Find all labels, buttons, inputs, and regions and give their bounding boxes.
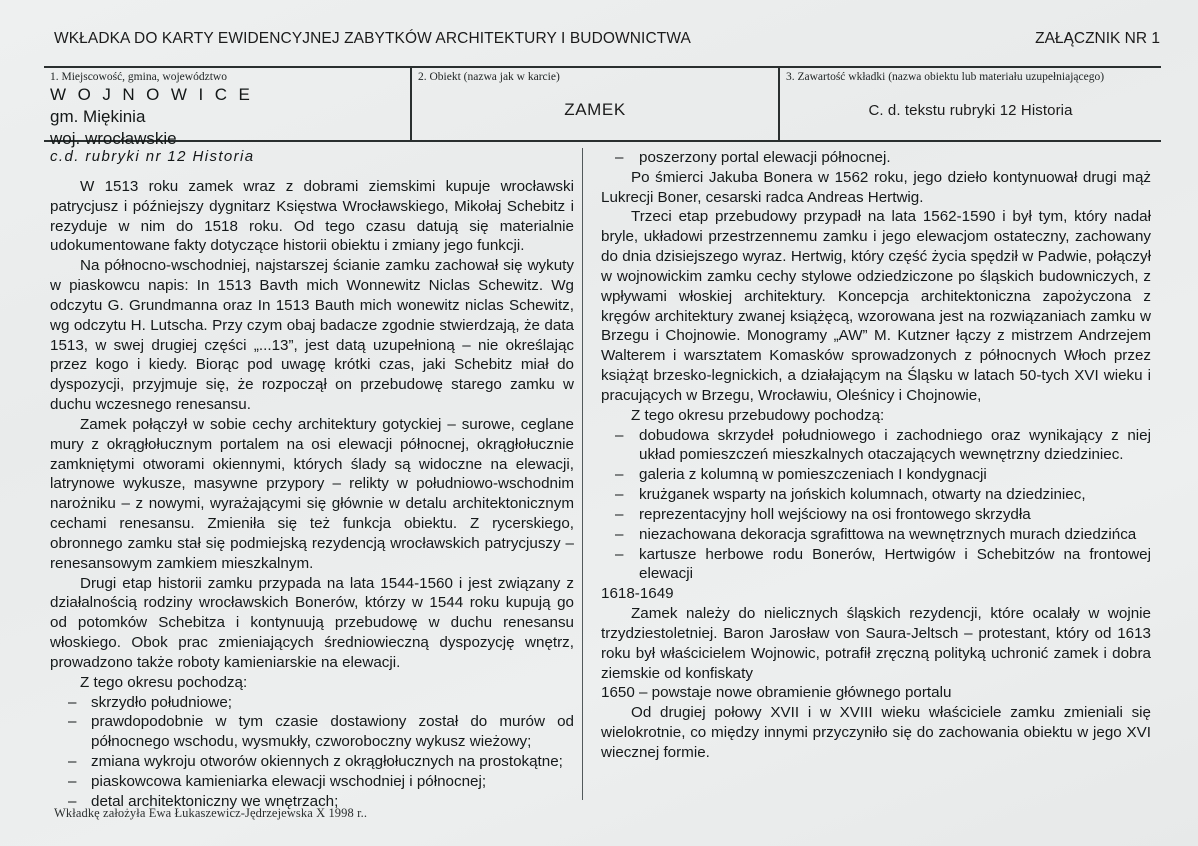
cell-caption-object: 2. Obiekt (nazwa jak w karcie) <box>418 71 560 83</box>
right-continued-list <box>601 148 1151 168</box>
list-item <box>601 465 1151 485</box>
table-cell-content <box>780 68 1161 140</box>
list-item-text: zmiana wykroju otworów okiennych z okrągłołucznych na prostokątne; <box>91 753 563 771</box>
list-intro: Z tego okresu pochodzą: <box>80 673 248 691</box>
left-dash-list <box>50 693 574 812</box>
dash-icon: – <box>68 713 77 731</box>
annex-number: ZAŁĄCZNIK NR 1 <box>1035 30 1160 47</box>
document-header-bar <box>54 30 1160 48</box>
paragraph: Drugi etap historii zamku przypada na lata 1544-1560 i jest związany z działalnością rodziny wrocławskich Bonerów, którzy w 1544 roku kupują go od potomków Schebitza i kontynuują przebudowę w duchu renesansu włoskiego. Obok prac zmieniających średniowieczną dyspozycję wnętrz, prowadzono także roboty kamieniarskie na elewacji. <box>50 574 574 671</box>
list-item <box>601 545 1151 585</box>
paragraph: Zamek należy do nielicznych śląskich rezydencji, które ocalały w wojnie trzydziestoletniej. Baron Jarosław von Saura-Jeltsch – protestant, który od 1613 roku był właścicielem Wojnowic, potrafił zręczną polityką uchronić zamek i dobra ziemskie od konfiskaty <box>601 605 1151 682</box>
table-cell-object <box>412 68 780 140</box>
list-item-text: poszerzony portal elewacji północnej. <box>639 149 891 166</box>
identification-table <box>44 66 1161 148</box>
paragraph: Trzeci etap przebudowy przypadł na lata 1562-1590 i był tym, który nadał bryle, układowi przestrzennemu zamku i jego elewacjom ostateczny, zachowany do dnia dzisiejszego wyraz. Hertwig, który część życia spędził w Padwie, połączył w wojnowickim zamku cechy stylowe odziedziczone po śląskich budowniczych, z wpływami włoskiej architektury. Koncepcja architektoniczna zapożyczona z kręgów architektury zwanej książęcą, wzorowana jest na rozwiązaniach zamku w Brzegu i Chojnowie. Monogramy „AW” M. Kutzner łączy z mistrzem Andrzejem Walterem i warsztatem Komasków sprowadzonych z północnych Włoch przez książąt brzesko-legnickich, a działającym na Śląsku w latach 50-tych XVI wieku i pracujących w Brzegu, Wrocławiu, Oleśnicy i Chojnowie, <box>601 208 1151 404</box>
locality-gmina: gm. Miękinia <box>50 106 146 126</box>
dash-icon: – <box>68 693 77 711</box>
content-description: C. d. tekstu rubryki 12 Historia <box>868 101 1073 119</box>
list-intro: Z tego okresu przebudowy pochodzą: <box>631 406 885 424</box>
cell-caption-content: 3. Zawartość wkładki (nazwa obiektu lub materiału uzupełniającego) <box>786 71 1105 83</box>
dash-icon: – <box>615 466 624 484</box>
dash-icon: – <box>615 149 624 166</box>
dash-icon: – <box>615 486 624 504</box>
dash-icon: – <box>68 753 77 771</box>
locality-name: W O J N O W I C E <box>50 85 254 105</box>
right-column <box>583 148 1161 800</box>
paragraph: Po śmierci Jakuba Bonera w 1562 roku, jego dzieło kontynuował drugi mąż Lukrecji Boner, cesarski radca Andreas Hertwig. <box>601 168 1151 206</box>
document-title: WKŁADKA DO KARTY EWIDENCYJNEJ ZABYTKÓW ARCHITEKTURY I BUDOWNICTWA <box>54 30 691 47</box>
list-item-text: piaskowcowa kamieniarka elewacji wschodniej i północnej; <box>91 772 487 790</box>
paragraph: Zamek połączył w sobie cechy architektury gotyckiej – surowe, ceglane mury z okrągłołucznym portalem na osi elewacji północnej, okrągłołucznie zamkniętymi otworami okiennymi, których ślady są widoczne na elewacji, latrynowe wykusze, masywne przypory – relikty w południowo-wschodnim narożniku – z nowymi, wyrażającymi się głównie w detalu architektonicznym cechami renesansu. Zmieniła się też funkcja obiektu. Z rycerskiego, obronnego zamku stał się podmiejską rezydencją wrocławskich patrycjuszy – renesansowym zamkiem mieszkalnym. <box>50 415 574 572</box>
cell-caption-locality: 1. Miejscowość, gmina, województwo <box>50 71 227 83</box>
paragraph: Na północno-wschodniej, najstarszej ścianie zamku zachował się wykuty w piaskowcu napis: In 1513 Bavth mich Wonnewitz Niclas Schewitz. Wg odczytu G. Grundmanna oraz In 1513 Bauth mich wonewitz niclas Schewitz, wg odczytu H. Lutscha. Przy czym obaj badacze zgodnie stwierdzają, że data 1513, w swej drugiej części „...13”, jest datą uzupełnioną – nie określając przez kogo i kiedy. Biorąc pod uwagę krótki czas, jaki Schebitz miał do dyspozycji, przyjmuje się, że rozpoczął on przebudowę starego zamku w duchu wczesnego renesansu. <box>50 257 574 414</box>
list-item <box>601 485 1151 505</box>
table-cell-locality <box>44 68 412 148</box>
dash-icon: – <box>615 545 624 563</box>
dash-icon: – <box>615 525 624 543</box>
section-heading: c.d. rubryki nr 12 Historia <box>50 148 255 165</box>
list-item-text: krużganek wsparty na jońskich kolumnach, otwarty na dziedziniec, <box>639 486 1086 504</box>
list-item-text: skrzydło południowe; <box>91 693 232 711</box>
list-item-text: prawdopodobnie w tym czasie dostawiony został do murów od północnego wschodu, wysmukły, czworoboczny wykusz wieżowy; <box>91 713 574 751</box>
list-item-text: galeria z kolumną w pomieszczeniach I kondygnacji <box>639 466 987 484</box>
locality-wojewodztwo: woj. wrocławskie <box>50 128 177 148</box>
list-item <box>601 148 1151 168</box>
date-line: 1618-1649 <box>601 585 674 603</box>
list-item <box>50 772 574 792</box>
paragraph: Od drugiej połowy XVII i w XVIII wieku właściciele zamku zmieniali się wielokrotnie, co między innymi przyczyniło się do zachowania obiektu w jego XVI wiecznej formie. <box>601 704 1151 761</box>
paragraph: W 1513 roku zamek wraz z dobrami ziemskimi kupuje wrocławski patrycjusz i późniejszy dygnitarz Księstwa Wrocławskiego, Mikołaj Schebitz i rezyduje w nim do 1518 roku. Od tego czasu datują się materialnie udokumentowane fakty dotyczące historii obiektu i zmiany jego funkcji. <box>50 178 574 255</box>
dash-icon: – <box>615 505 624 523</box>
footer-note: Wkładkę założyła Ewa Łukaszewicz-Jędrzejewska X 1998 r.. <box>54 806 368 820</box>
object-name: ZAMEK <box>564 100 626 120</box>
list-item-text: kartusze herbowe rodu Bonerów, Hertwigów i Schebitzów na frontowej elewacji <box>639 545 1151 583</box>
list-item-text: dobudowa skrzydeł południowego i zachodniego oraz wynikający z niej układ pomieszczeń mieszkalnych otaczających wewnętrzny dziedziniec. <box>639 426 1151 464</box>
list-item-text: detal architektoniczny we wnętrzach; <box>91 792 339 810</box>
list-item <box>50 752 574 772</box>
list-item-text: reprezentacyjny holl wejściowy na osi frontowego skrzydła <box>639 505 1031 523</box>
list-item <box>601 505 1151 525</box>
list-item <box>50 712 574 752</box>
left-column <box>44 148 582 810</box>
dash-icon: – <box>68 772 77 790</box>
list-item <box>50 693 574 713</box>
date-line: 1650 – powstaje nowe obramienie głównego portalu <box>601 684 952 702</box>
list-item <box>601 426 1151 466</box>
list-item <box>601 525 1151 545</box>
right-dash-list <box>601 426 1151 585</box>
dash-icon: – <box>68 792 77 810</box>
list-item-text: niezachowana dekoracja sgrafittowa na wewnętrznych murach dziedzińca <box>639 525 1137 543</box>
document-body <box>44 148 1161 810</box>
dash-icon: – <box>615 426 624 444</box>
locality-values <box>50 84 404 149</box>
